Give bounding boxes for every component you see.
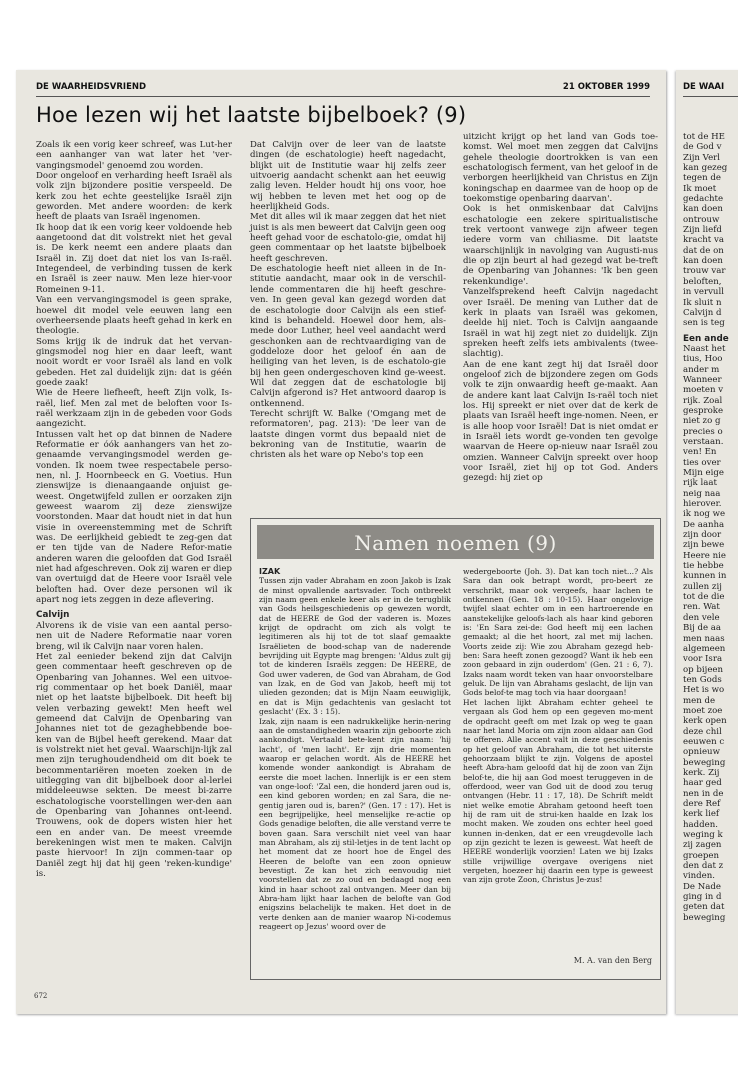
next-page-line: den vele <box>683 612 720 623</box>
next-page-line: de God v <box>683 142 722 153</box>
next-page-line: tie hebbe <box>683 561 724 572</box>
next-page-line: Mijn eige <box>683 468 724 478</box>
paragraph: Wie de Heere liefheeft, heeft Zijn volk, Is-raël, lief. Men zal met de beloften voor Is-raël werkzaam zijn in de gebeden voor Gods aangezicht. <box>36 388 232 430</box>
next-page-line: den dat z <box>683 861 724 872</box>
sidebar-banner-title: Namen noemen (9) <box>354 531 557 555</box>
sidebar-box <box>250 518 661 980</box>
next-page-line: eeuwen c <box>683 736 725 747</box>
next-page-line: opnieuw <box>683 747 720 758</box>
paragraph: Van een vervangingsmodel is geen sprake, hoewel dit model vele eeuwen lang een overheersende plaats heeft gehad in kerk en theologie. <box>36 295 232 337</box>
next-page-line: Zijn liefd <box>683 225 722 236</box>
next-page-line: kan doen <box>683 256 723 267</box>
next-page-line: precies o <box>683 426 723 437</box>
next-page-line: De aanha <box>683 519 725 530</box>
next-page-line: kerk lief <box>683 809 720 820</box>
next-page-line: weging k <box>683 830 723 841</box>
next-page-line: sen is teg <box>683 318 725 329</box>
page-number: 672 <box>34 992 48 1000</box>
paragraph: uitzicht krijgt op het land van Gods toe-komst. Wel moet men zeggen dat Calvijns gehele theologie doortrokken is van een eschatologisch ferment, van het geloof in de verborgen heerlijkheid van Christus en Zijn koningschap en daarmee van de hoop op de toekomstige openbaring daarvan'. <box>463 132 658 205</box>
article-column-1 <box>36 140 232 879</box>
next-page-line: kerk open <box>683 716 727 727</box>
paragraph: Alvorens ik de visie van een aantal perso-nen uit de Nadere Reformatie naar voren breng, wil ik Calvijn naar voren halen. <box>36 620 232 652</box>
paragraph: Izak, zijn naam is een nadrukkelijke herin-nering aan de omstandigheden waarin zijn geboorte zich aankondigt. Vertaald bete-kent zijn naam: 'hij lacht', of 'men lacht'. Er zijn drie momenten waarop er gelachen wordt. Als de HEERE het komende wonder aankondigt is Abraham de eerste die moet lachen. Innerlijk is er een stem van onge-loof: 'Zal een, die honderd jaren oud is, een kind geboren worden; en zal Sara, die ne-gentig jaren oud is, baren?' (Gen. 17 : 17). Het is een begrijpelijke, heel menselijke re-actie op Gods genadige beloften, die alle verstand verre te boven gaan. Sara verschilt niet veel van haar man Abraham, als zij stil-letjes in de tent lacht op het moment dat ze hoort hoe de Engel des Heeren de belofte van een zoon opnieuw bevestigt. Ze kan het zich eenvoudig niet voorstellen dat ze zo oud en bedaagd nog een kind in haar schoot zal ontvangen. Meer dan bij Abra-ham lijkt haar lachen de belofte van God enigszins belachelijk te maken. Het doet in de verte denken aan de manier waarop Ni-codemus reageert op Jezus' woord over de <box>259 716 451 932</box>
paragraph: Met dit alles wil ik maar zeggen dat het niet juist is als men beweert dat Calvijn geen oog heeft gehad voor de eschatolo-gie, omdat hij geen commentaar op het laatste bijbelboek heeft geschreven. <box>250 212 446 264</box>
publication-date: 21 OKTOBER 1999 <box>562 82 650 92</box>
paragraph: Door ongeloof en verharding heeft Israël als volk zijn bijzondere positie verspeeld. De kerk zou het echte geestelijke Israël zijn geworden. Met andere woorden: de kerk heeft de plaats van Israël ingenomen. <box>36 171 232 223</box>
paragraph: Ook is het onmiskenbaar dat Calvijns eschatologie een zekere spiritualistische trek vertoont vanwege zijn afweer tegen iedere vorm van chiliasme. Dit laatste waarschijnlijk in navolging van Augusti-nus die op zijn beurt al had gezegd wat be-treft de Openbaring van Johannes: 'Ik ben geen rekenkundige'. <box>463 204 658 287</box>
next-page-line: men de <box>683 695 716 706</box>
next-page-line: kerk. Zij <box>683 767 720 778</box>
paragraph: Zoals ik een vorig keer schreef, was Lut-her een aanhanger van wat later het 'ver-vangingsmodel' genoemd zou worden. <box>36 140 232 171</box>
next-page-line: ging in d <box>683 892 722 903</box>
paragraph: Terecht schrijft W. Balke ('Omgang met de reformatoren', pag. 213): 'De leer van de laatste dingen vormt dus bepaald niet de bekroning van de Institutie, waarin de christen als het ware op Nebo's top een <box>250 408 446 461</box>
next-page-line: Calvijn d <box>683 307 722 318</box>
next-page-line: ontrouw <box>683 214 720 225</box>
paragraph: Soms krijg ik de indruk dat het vervan-gingsmodel nog hier en daar leeft, want nooit wordt er voor Israël als land en volk gebeden. Het zal duidelijk zijn: dat is géén goede zaak! <box>36 336 232 388</box>
next-page-line: ik nog we <box>683 509 726 520</box>
section-heading: Calvijn <box>36 610 70 621</box>
next-page-line: gedachte <box>683 194 724 205</box>
paragraph: Vanzelfsprekend heeft Calvijn nagedacht over Israël. De mening van Luther dat de kerk in plaats van Israël was gekomen, deelde hij niet. Toch is Calvijn aangaande Israël in wat hij zegt niet zo duidelijk. Zijn spreken heeft zelfs iets ambivalents (twee-slachtig). <box>463 287 658 360</box>
sidebar-heading: IZAK <box>259 567 281 576</box>
next-page-edge <box>676 70 738 1014</box>
next-page-line: beweging <box>683 757 726 768</box>
paragraph: Aan de ene kant zegt hij dat Israël door ongeloof zich de bijzondere zegen om Gods volk te zijn onwaardig heeft ge-maakt. Aan de andere kant laat Calvijn Is-raël toch niet los. Hij spreekt er niet over dat de kerk de plaats van Israël heeft inge-nomen. Neen, er is alle hoop voor Israël! Dat is niet omdat er in Israël iets wordt ge-vonden ten gevolge waarvan de Heere op-nieuw naar Israël zou omzien. Wanneer Calvijn spreekt over hoop voor Israël, ziet hij op tot God. Anders gezegd: hij ziet op <box>463 359 658 484</box>
next-page-line: moet zoe <box>683 705 723 716</box>
next-page-line: rijk laat <box>683 478 717 489</box>
next-page-line: Wanneer <box>683 374 722 385</box>
paragraph: Dat Calvijn over de leer van de laatste dingen (de eschatologie) heeft nagedacht, blijkt uit de Institutie waar hij zelfs zeer uitvoerig aandacht schenkt aan het eeuwig zalig leven. Helder houdt hij ons voor, hoe wij hebben te leven met het oog op de heerlijkheid Gods. <box>250 140 446 213</box>
next-page-line: voor Isra <box>683 654 723 665</box>
next-page-line: tegen de <box>683 173 721 184</box>
next-page-heading: Een ande <box>683 333 729 344</box>
next-page-line: op bijeen <box>683 664 724 675</box>
next-page-line: algemeen <box>683 643 726 654</box>
next-page-line: ander m <box>683 364 720 375</box>
next-page-line: Heere nie <box>683 550 726 561</box>
next-page-line: nen in de <box>683 788 724 799</box>
next-page-lines-b <box>683 344 738 923</box>
paragraph: wedergeboorte (Joh. 3). Dat kan toch niet...? Als Sara dan ook betrapt wordt, pro-beert ze verschrikt, maar ook vergeefs, haar lachen te ontkennen (Gen. 18 : 10-15). Haar ongelovige twijfel slaat echter om in een hartroerende en aanstekelijke geloofs-lach als haar kind geboren is: 'En Sara zei-de: God heeft mij een lachen gemaakt; al die het hoort, zal met mij lachen. Voorts zeide zij: Wie zou Abraham gezegd heb-ben: Sara heeft zonen gezoogd? Want ik heb een zoon gebaard in zijn ouderdom' (Gen. 21 : 6, 7). Izaks naam wordt teken van haar onvoorstelbare geluk. De lijn van Abrahams geslacht, de lijn van Gods belof-te mag toch via haar doorgaan! <box>463 567 653 698</box>
next-page-line: zijn door <box>683 530 722 541</box>
next-page-line: Het is wo <box>683 685 725 696</box>
next-page-line: tot de die <box>683 592 725 603</box>
next-page-line: dat de on <box>683 245 724 256</box>
next-page-line: gesproke <box>683 405 724 416</box>
next-page-line: hadden. <box>683 819 719 830</box>
next-page-line: dere Ref <box>683 799 721 809</box>
paragraph: Het lachen lijkt Abraham echter geheel te vergaan als God hem op een gegeven mo-ment de opdracht geeft om met Izak op weg te gaan naar het land Moria om zijn zoon aldaar aan God te offeren. Alle accent valt in deze geschiedenis op het geloof van Abraham, die tot het uiterste gehoorzaam blijkt te zijn. Volgens de apostel heeft Abra-ham geloofd dat hij de zoon van Zijn belof-te, die hij aan God moest teruggeven in de offerdood, weer van God uit de dood zou terug ontvangen (Hebr. 11 : 17, 18). De Schrift meldt niet welke emotie Abraham getoond heeft toen hij de ram uit de strui-ken haalde en Izak los mocht maken. We zouden ons echter heel goed kunnen in-denken, dat er een vreugdevolle lach op zijn gezicht te lezen is geweest. Wat heeft de HEERE wonderlijk voorzien! Laten we bij Izaks stille vrijwillige overgave overigens niet vergeten, hoezeer hij daarin een type is geweest van zijn grote Zoon, Christus Je-zus! <box>463 697 653 885</box>
next-page-line: niet zo g <box>683 416 721 427</box>
next-page-lines-a <box>683 132 738 329</box>
next-page-line: verstaan. <box>683 436 724 447</box>
next-page-line: beloften, <box>683 276 722 287</box>
paragraph: De eschatologie heeft niet alleen in de In-stitutie aandacht, maar ook in de verschil-lende commentaren die hij heeft geschre-ven. In geen geval kan gezegd worden dat de eschatologie door Calvijn als een stief-kind is behandeld. Hoewel door hem, als-mede door Luther, heel veel aandacht werd geschonken aan de rechtvaardiging van de goddeloze door het geloof én aan de heiliging van het leven, is de eschatolo-gie bij hen geen ondergeschoven kind ge-weest. Wil dat zeggen dat de eschatologie bij Calvijn afgerond is? Het antwoord daarop is ontkennend. <box>250 264 446 409</box>
next-page-line: tius, Hoo <box>683 354 723 365</box>
article-title: Hoe lezen wij het laatste bijbelboek? (9) <box>36 103 467 127</box>
paragraph: Ik hoop dat ik een vorig keer voldoende heb aangetoond dat dit volstrekt niet het geval is. De kerk neemt een andere plaats dan Israël in. Zij doet dat niet los van Is-raël. Integendeel, de verbinding tussen de kerk en Israël is zeer nauw. Men leze hier-voor Romeinen 9-11. <box>36 222 232 295</box>
next-page-line: neig naa <box>683 488 721 499</box>
paragraph: Tussen zijn vader Abraham en zoon Jakob is Izak de minst opvallende aartsvader. Toch ontbreekt zijn naam geen enkele keer als er in de terugblik van Gods heilsgeschiedenis op gewezen wordt, dat de HEERE de God der vaderen is. Mozes krijgt de opdracht om zich als volgt te legitimeren als hij tot de tot slaaf gemaakte Israëlieten de bood-schap van de naderende bevrijding uit Egypte mag brengen: 'Aldus zult gij tot de kinderen Israëls zeggen: De HEERE, de God uwer vaderen, de God van Abraham, de God van Izak, en de God van Jakob, heeft mij tot ulieden gezonden; dat is Mijn Naam eeuwiglijk, en dat is Mijn gedachtenis van geslacht tot geslacht' (Ex. 3 : 15). <box>259 576 451 717</box>
next-page-line: kan gezeg <box>683 163 728 174</box>
next-page-line: trouw var <box>683 266 726 277</box>
next-page-line: haar ged <box>683 778 722 789</box>
next-page-line: Ik moet <box>683 183 717 194</box>
next-page-line: deze chil <box>683 726 722 737</box>
next-page-line: hierover. <box>683 499 722 510</box>
next-page-line: ties over <box>683 457 721 468</box>
next-page-line: ten Gods <box>683 674 722 685</box>
next-page-line: Naast het <box>683 343 726 354</box>
page-header <box>36 82 650 97</box>
next-page-line: Zijn Verl <box>683 152 721 163</box>
next-page-line: vinden. <box>683 871 715 882</box>
next-page-line: ren. Wat <box>683 602 720 613</box>
next-page-line: zij zagen <box>683 840 722 851</box>
next-page-line: De Nade <box>683 881 721 892</box>
next-page-line: kunnen in <box>683 571 727 582</box>
next-page-line: rijk. Zoal <box>683 395 723 406</box>
paragraph: Intussen valt het op dat binnen de Nadere Reformatie er óók aanhangers van het zo-genaamde vervangingsmodel werden ge-vonden. Ik noem twee respectabele perso-nen, nl. J. Hoornbeeck en G. Voetius. Hun zienswijze is dienaangaande onjuist ge-weest. Ongetwijfeld zullen er oorzaken zijn geweest waarom zij deze zienswijze voorstonden. Maar dat houdt niet in dat hun visie in overeenstemming met de Schrift was. De eerlijkheid gebiedt te zeg-gen dat er ten tijde van de Nadere Refor-matie anderen waren die geloofden dat God Israël niet had afgeschreven. Ook zij waren er diep van overtuigd dat de Heere voor Israël vele beloften had. Over deze personen wil ik apart nog iets zeggen in deze aflevering. <box>36 429 232 606</box>
next-page-line: kracht va <box>683 235 724 246</box>
sidebar-column-2 <box>463 567 653 885</box>
next-page-line: kan doen <box>683 204 723 215</box>
next-page-header: DE WAAI <box>683 82 738 97</box>
next-page-line: men naas <box>683 633 725 644</box>
next-page-line: Bij de aa <box>683 623 722 634</box>
article-column-2 <box>250 140 446 461</box>
next-page-line: in vervull <box>683 287 724 298</box>
publication-name: DE WAARHEIDSVRIEND <box>36 82 147 92</box>
next-page-line: beweging <box>683 912 726 923</box>
next-page-line: moeten v <box>683 385 724 396</box>
sidebar-banner <box>257 525 654 559</box>
next-page-line: groepen <box>683 850 719 861</box>
article-column-3 <box>463 132 658 484</box>
sidebar-column-1 <box>259 567 451 931</box>
next-page-line: zullen zij <box>683 581 722 592</box>
next-page-column <box>683 132 738 923</box>
next-page-line: Ik sluit n <box>683 297 722 308</box>
next-page-line: geten dat <box>683 902 725 913</box>
next-page-line: ven! En <box>683 447 717 458</box>
author-name: M. A. van den Berg <box>573 956 652 965</box>
next-page-line: tot de HE <box>683 132 725 142</box>
newspaper-page <box>16 70 666 1014</box>
next-page-line: zijn bewe <box>683 540 725 551</box>
paragraph: Het zal eenieder bekend zijn dat Calvijn geen commentaar heeft geschreven op de Openbaring van Johannes. Wel een uitvoe-rig commentaar op het boek Daniël, maar niet op het laatste bijbelboek. Dit heeft bij velen verbazing gewekt! Men heeft wel gemeend dat Calvijn de Openbaring van Johannes niet tot de gezaghebbende boe-ken van de Bijbel heeft gerekend. Maar dat is volstrekt niet het geval. Waarschijn-lijk zal men zijn terughoudendheid om dit boek te becommentariëren moeten zoeken in de uitlegging van dit bijbelboek door al-lerlei middeleeuwse sekten. De meest bi-zarre eschatologische voorstellingen wer-den aan de Openbaring van Johannes ont-leend. Trouwens, ook de dopers wisten hier het een en ander van. De meest vreemde berekeningen wist men te maken. Calvijn paste hiervoor! In zijn commen-taar op Daniël zegt hij dat hij geen 'reken-kundige' is. <box>36 651 232 880</box>
